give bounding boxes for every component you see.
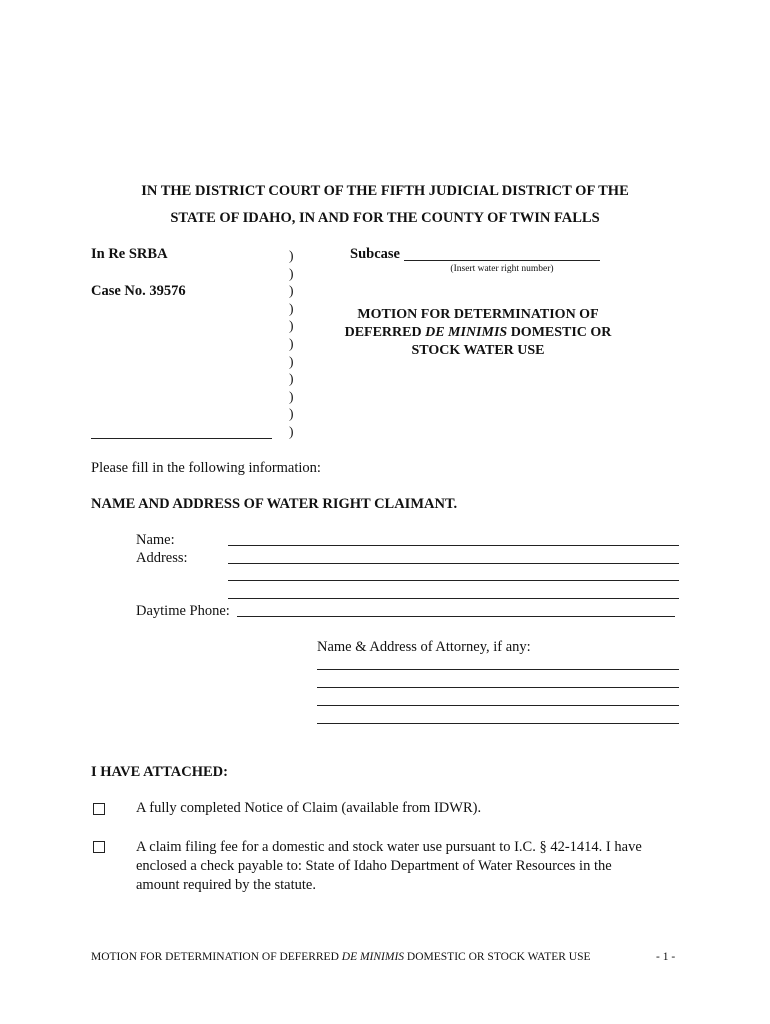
paren: ): [289, 300, 294, 316]
motion-title-line2-pre: DEFERRED: [344, 325, 426, 340]
address-field-line2[interactable]: [228, 580, 679, 581]
address-field-line1[interactable]: [228, 563, 679, 564]
paren: ): [289, 318, 294, 334]
attached-item2-line2: enclosed a check payable to: State of Idaho Department of Water Resources in the: [136, 858, 612, 874]
attached-item2: [136, 838, 642, 895]
subcase-hint: (Insert water right number): [450, 264, 554, 274]
instructions-text: Please fill in the following information:: [91, 460, 321, 476]
paren: ): [289, 388, 294, 404]
court-heading-line1: IN THE DISTRICT COURT OF THE FIFTH JUDICIAL DISTRICT OF THE: [141, 183, 629, 199]
paren: ): [289, 265, 294, 281]
filing-fee-checkbox[interactable]: [93, 841, 105, 853]
attached-heading: I HAVE ATTACHED:: [91, 764, 228, 780]
footer-title-pre: MOTION FOR DETERMINATION OF DEFERRED: [91, 951, 342, 963]
motion-title-line1: MOTION FOR DETERMINATION OF: [357, 307, 599, 322]
footer-title-post: DOMESTIC OR STOCK WATER USE: [404, 951, 591, 963]
attached-item2-line3: amount required by the statute.: [136, 877, 316, 893]
attorney-field-line1[interactable]: [317, 669, 679, 670]
motion-title: [318, 306, 638, 360]
footer-title: [91, 951, 591, 963]
case-number: Case No. 39576: [91, 283, 186, 299]
attorney-field-line4[interactable]: [317, 723, 679, 724]
paren: ): [289, 406, 294, 422]
claimant-heading: NAME AND ADDRESS OF WATER RIGHT CLAIMANT.: [91, 496, 458, 512]
paren: ): [289, 283, 294, 299]
daytime-phone-field[interactable]: [237, 616, 675, 617]
attorney-field-line2[interactable]: [317, 687, 679, 688]
motion-title-line3: STOCK WATER USE: [411, 343, 545, 358]
name-label: Name:: [136, 532, 175, 548]
paren: ): [289, 423, 294, 439]
attorney-field-line3[interactable]: [317, 705, 679, 706]
notice-of-claim-checkbox[interactable]: [93, 803, 105, 815]
address-label: Address:: [136, 550, 188, 566]
name-field[interactable]: [228, 545, 679, 546]
daytime-phone-label: Daytime Phone:: [136, 603, 230, 619]
attached-item2-line1: A claim filing fee for a domestic and stock water use pursuant to I.C. § 42-1414. I have: [136, 839, 642, 855]
caption-signature-line[interactable]: [91, 438, 272, 439]
caption-parentheses: [289, 247, 294, 441]
paren: ): [289, 371, 294, 387]
address-field-line3[interactable]: [228, 598, 679, 599]
paren: ): [289, 335, 294, 351]
motion-title-de-minimis: DE MINIMIS: [425, 325, 508, 340]
paren: ): [289, 248, 294, 263]
attached-item1: A fully completed Notice of Claim (available from IDWR).: [136, 800, 482, 816]
motion-title-line2-post: DOMESTIC OR: [507, 325, 612, 340]
motion-title-line2: [318, 324, 638, 342]
court-heading-line2: STATE OF IDAHO, IN AND FOR THE COUNTY OF TWIN FALLS: [170, 210, 600, 226]
in-re-label: In Re SRBA: [91, 246, 168, 262]
paren: ): [289, 353, 294, 369]
subcase-label: Subcase: [350, 246, 400, 262]
subcase-input-line[interactable]: [404, 260, 600, 261]
attorney-label: Name & Address of Attorney, if any:: [317, 639, 531, 655]
page-number: - 1 -: [656, 951, 676, 963]
footer-de-minimis: DE MINIMIS: [341, 951, 405, 963]
